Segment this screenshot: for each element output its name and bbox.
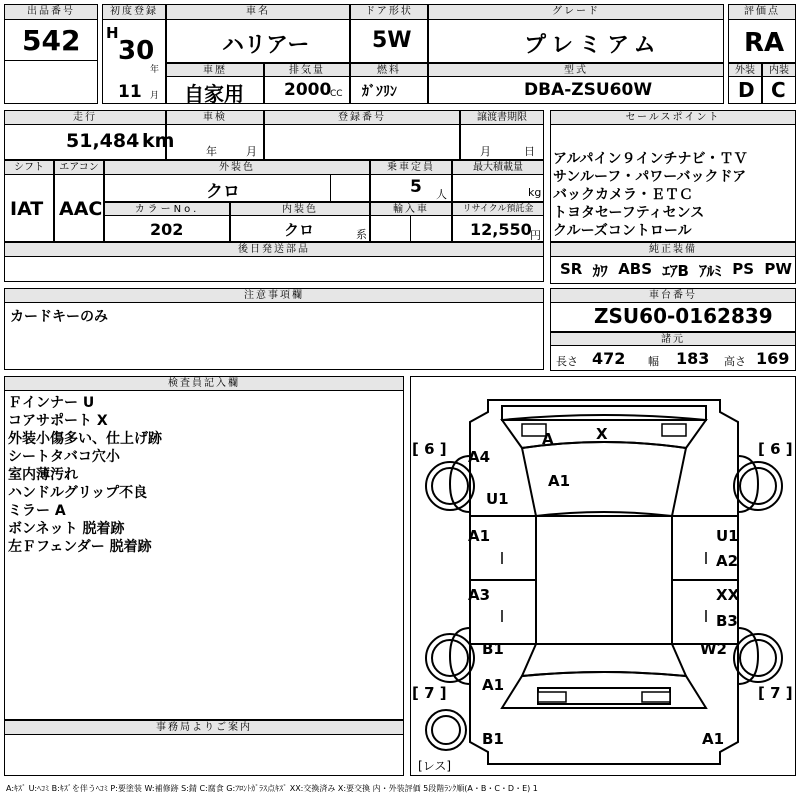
fuel-label: 燃料 — [350, 63, 428, 77]
width-label: 幅 — [648, 355, 659, 368]
first-reg-year-unit: 年 — [150, 65, 160, 75]
inspection-month-unit: 月 — [246, 145, 257, 158]
displacement-label: 排気量 — [264, 63, 350, 77]
equipment-item: ｱﾙﾐ — [699, 262, 722, 280]
tire-fl-depth: [ 6 ] — [412, 440, 447, 458]
mark-lf-door: A1 — [468, 527, 491, 545]
exterior-color: クロ — [206, 182, 240, 202]
mark-rr-door: XX — [716, 586, 740, 604]
capacity: 5 — [410, 177, 422, 197]
import-label: 輸入車 — [370, 202, 452, 216]
sales-point-lines — [553, 150, 793, 240]
equipment-list — [560, 260, 792, 281]
interior-color-suffix: 系 — [356, 228, 367, 241]
sales-point-line: クルーズコントロール — [553, 223, 692, 239]
equipment-item: ｶﾜ — [592, 262, 608, 280]
equipment-item: ABS — [618, 260, 653, 278]
chassis-number: ZSU60-0162839 — [594, 304, 773, 328]
mark-lr-fender: B1 — [482, 640, 504, 658]
int-grade: C — [771, 78, 786, 102]
mark-lf-fender: A4 — [468, 448, 491, 466]
ac-label: エアコン — [54, 160, 104, 175]
ac: AAC — [59, 198, 103, 220]
inspection-year-unit: 年 — [206, 145, 217, 158]
recycle: 12,550 — [470, 220, 532, 239]
equipment-item: SR — [560, 260, 583, 278]
inspector-note-line: シートタバコ穴小 — [8, 449, 120, 465]
mark-rr-fender: W2 — [700, 640, 727, 658]
lot-number: 542 — [22, 24, 81, 57]
door-label: ドア形状 — [350, 4, 428, 20]
displacement: 2000 — [284, 80, 332, 100]
mark-hood-x: X — [596, 425, 608, 443]
transfer-day-unit: 日 — [524, 145, 535, 158]
colorno-label: カラーNo. — [104, 202, 230, 216]
spec-label: 諸元 — [550, 332, 796, 346]
displacement-unit: CC — [330, 89, 343, 99]
mark-roof: A1 — [548, 472, 571, 490]
lot-number-label: 出品番号 — [4, 4, 98, 20]
lot-number-lower — [4, 60, 98, 104]
chassis-label: 車台番号 — [550, 288, 796, 303]
door-type: 5W — [372, 28, 412, 53]
length: 472 — [592, 349, 626, 368]
inspector-note-line: コアサポート X — [8, 413, 108, 429]
width: 183 — [676, 349, 710, 368]
recycle-label: リサイクル預託金 — [452, 202, 544, 216]
body-outline — [470, 400, 738, 764]
spare-tire-label: [レス] — [418, 759, 452, 773]
mark-lr-door: A3 — [468, 586, 491, 604]
score: RA — [744, 28, 785, 58]
later-parts-box — [4, 256, 544, 282]
grade-label: グレード — [428, 4, 724, 20]
equipment-item: PS — [732, 260, 755, 278]
first-reg-label: 初度登録 — [102, 4, 166, 20]
tire-fr-depth: [ 6 ] — [758, 440, 793, 458]
roof — [522, 442, 686, 516]
sales-point-line: トヨタセーフティセンス — [553, 205, 705, 221]
history: 自家用 — [184, 82, 244, 106]
sales-point-line: アルパイン９インチナビ・ＴＶ — [553, 151, 748, 167]
maxload-label: 最大積載量 — [452, 160, 544, 175]
inspector-note-line: 左Ｆフェンダー 脱着跡 — [8, 539, 152, 555]
mark-rf-door-a: A2 — [716, 552, 739, 570]
inspector-label: 検査員記入欄 — [4, 376, 404, 391]
height-label: 高さ — [724, 355, 746, 368]
first-reg-month-unit: 月 — [150, 91, 160, 101]
recycle-unit: 円 — [530, 229, 541, 242]
caution-label: 注意事項欄 — [4, 288, 544, 303]
legend: A:ｷｽﾞ U:ﾍｺﾐ B:ｷｽﾞを伴うﾍｺﾐ P:要塗装 W:補修跡 S:錆 C:腐食 G:ﾌﾛﾝﾄｶﾞﾗｽ点ｷｽﾞ XX:交換済み X:要交換 内・外装評価 5段階ﾗﾝｸ順(A・B・C・D・E) 1 — [6, 784, 538, 793]
equipment-item: PW — [764, 260, 792, 278]
inspector-note-line: Ｆインナー U — [8, 395, 95, 411]
model: DBA-ZSU60W — [524, 80, 653, 100]
equipment-label: 純正装備 — [550, 242, 796, 257]
exterior-color-label: 外装色 — [104, 160, 370, 175]
capacity-label: 乗車定員 — [370, 160, 452, 175]
ext-grade-label: 外装 — [728, 63, 762, 77]
mark-hood-a: A — [542, 430, 554, 448]
mark-rr-door-b: B3 — [716, 612, 738, 630]
mileage: 51,484 — [66, 130, 140, 152]
inspector-note-line: ミラー A — [8, 503, 66, 519]
inspector-lines — [8, 394, 400, 556]
score-label: 評価点 — [728, 4, 796, 20]
mark-lf-wheel: U1 — [486, 490, 509, 508]
first-reg-year: 30 — [118, 36, 155, 66]
inspection-label: 車検 — [166, 110, 264, 125]
transfer-label: 譲渡書期限 — [460, 110, 544, 125]
inspector-note-line: 室内薄汚れ — [8, 467, 78, 483]
length-label: 長さ — [556, 355, 578, 368]
regno-label: 登録番号 — [264, 110, 460, 125]
mark-rear-bumper-l: B1 — [482, 730, 504, 748]
equipment-item: ｴｱB — [662, 262, 689, 280]
model-label: 型式 — [428, 63, 724, 77]
mark-rf-door-u: U1 — [716, 527, 739, 545]
interior-color-label: 内装色 — [230, 202, 370, 216]
mileage-label: 走行 — [4, 110, 166, 125]
import-divider — [410, 215, 452, 242]
capacity-unit: 人 — [436, 188, 447, 201]
office-label: 事務局よりご案内 — [4, 720, 404, 735]
sales-point-line: バックカメラ・ＥＴＣ — [553, 187, 693, 203]
shift-label: シフト — [4, 160, 54, 175]
history-label: 車歴 — [166, 63, 264, 77]
first-reg-month: 11 — [118, 82, 142, 102]
grade: プレミアム — [524, 33, 662, 58]
first-reg-era: H — [106, 24, 119, 42]
car-name: ハリアー — [222, 33, 310, 58]
office-box — [4, 734, 404, 776]
inspector-note-line: ハンドルグリップ不良 — [8, 485, 148, 501]
fuel: ｶﾞｿﾘﾝ — [362, 84, 397, 100]
sales-point-line: サンルーフ・パワーバックドア — [553, 169, 747, 185]
tire-rr-depth: [ 7 ] — [758, 684, 793, 702]
cabin — [536, 516, 672, 644]
inspector-note-line: 外装小傷多い、仕上げ跡 — [8, 431, 162, 447]
maxload-unit: kg — [528, 186, 542, 199]
ext-grade: D — [738, 78, 755, 102]
back-door — [502, 672, 706, 708]
mileage-unit: km — [142, 130, 175, 152]
mark-rear-bumper-r: A1 — [702, 730, 725, 748]
colorno: 202 — [150, 220, 184, 239]
int-grade-label: 内装 — [762, 63, 796, 77]
interior-color: クロ — [284, 221, 315, 239]
tire-rl-depth: [ 7 ] — [412, 684, 447, 702]
exterior-color-divider — [330, 174, 370, 202]
car-name-label: 車名 — [166, 4, 350, 20]
caution-text: カードキーのみ — [10, 309, 108, 325]
shift: IAT — [10, 198, 44, 220]
regno-box — [264, 124, 460, 160]
height: 169 — [756, 349, 790, 368]
later-parts-label: 後日発送部品 — [4, 242, 544, 257]
mark-rear-a: A1 — [482, 676, 505, 694]
transfer-month-unit: 月 — [480, 145, 491, 158]
inspector-note-line: ボンネット 脱着跡 — [8, 521, 125, 537]
sales-point-label: セールスポイント — [550, 110, 796, 125]
